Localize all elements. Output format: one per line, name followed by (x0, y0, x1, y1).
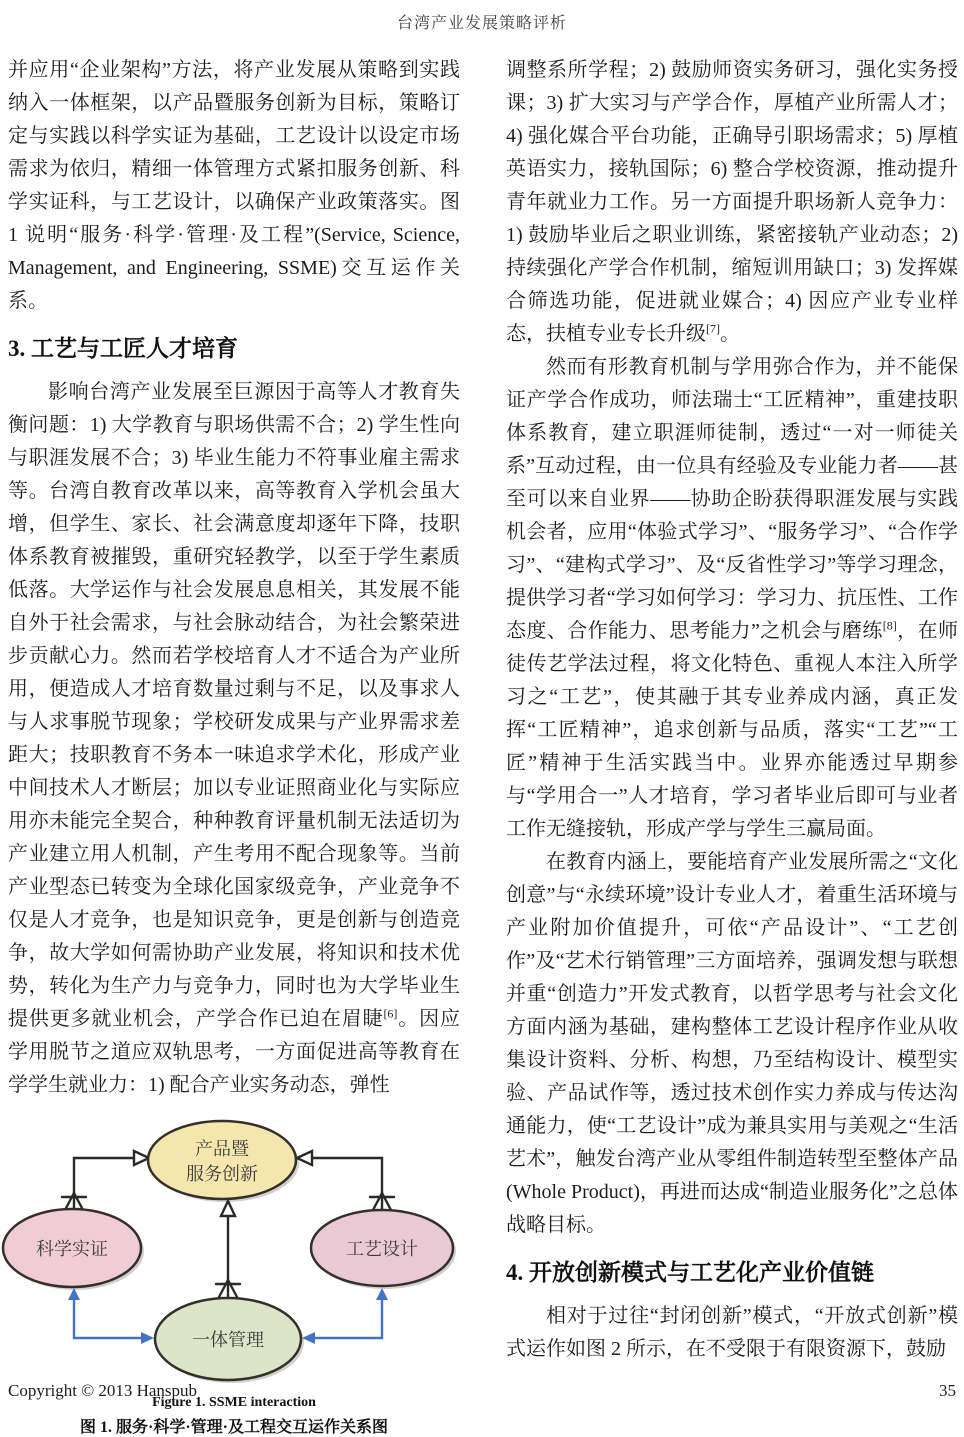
connector-craft-to-innovation (312, 1158, 382, 1210)
figure-1-caption (8, 1395, 460, 1437)
label-integrated-management: 一体管理 (192, 1330, 264, 1350)
blue-arrowhead-icon (141, 1332, 154, 1344)
blue-arrowhead-icon (376, 1288, 388, 1300)
section-4-heading: 4. 开放创新模式与工艺化产业价值链 (506, 1260, 874, 1285)
paragraph-education-imbalance: 影响台湾产业发展至巨源因于高等人才教育失衡问题：1) 大学教育与职场供需不合；2) 学生性向与职涯发展不合；3) 毕业生能力不符事业雇主需求等。台湾自教育改革以来，高等教育入学机会虽大增，但学生、家长、社会满意度却逐年下降，技职体系教育被摧毁，重研究轻教学，以至于学生素质低落。大学运作与社会发展息息相关，其发展不能自外于社会需求，与社会脉动结合，为社会繁荣进步贡献心力。然而若学校培育人才不适合为产业所用，便造成人才培育数量过剩与不足，以及事求人与人求事脱节现象；学校研发成果与产业界需求差距大；技职教育不务本一味追求学术化，形成产业中间技术人才断层；加以专业证照商业化与实际应用亦未能完全契合，种种教育评量机制无法适切为产业建立用人机制，产生考用不配合现象等。当前产业型态已转变为全球化国家级竞争，产业竞争不仅是人才竞争，也是知识竞争，更是创新与创造竞争，故大学如何需协助产业发展，将知识和技术优势，转化为生产力与竞争力，同时也为大学毕业生提供更多就业机会，产学合作已迫在眉睫[6]。因应学用脱节之道应双轨思考，一方面促进高等教育在学学生就业力：1) 配合产业实务动态，弹性 (8, 381, 461, 1096)
open-arrowhead-icon (297, 1151, 312, 1165)
paragraph-education-content: 在教育内涵上，要能培育产业发展所需之“文化创意”与“永续环境”设计专业人才，着重生活环境与产业附加价值提升，可依“产品设计”、“工艺创作”及“艺术行销管理”三方面培养，强调发想与联想并重“创造力”开发式教育，以哲学思考与社会文化方面内涵为基础，建构整体工艺设计程序作业从收集设计资料、分析、构想，乃至结构设计、模型实验、产品试作等，透过技术创作实力养成与传达沟通能力，使“工艺设计”成为兼具实用与美观之“生活艺术”，触发台湾产业从零组件制造转型至整体产品(Whole Product)，再进而达成“制造业服务化”之总体战略目标。 (506, 851, 958, 1236)
figure-caption-zh: 图 1. 服务·科学·管理·及工程交互运作关系图 (79, 1419, 388, 1436)
right-column (506, 54, 958, 1437)
paragraph-craftsman-spirit: 然而有形教育机制与学用弥合作为，并不能保证产学合作成功，师法瑞士“工匠精神”，重建技职体系教育，建立职涯师徒制，透过“一对一师徒关系”互动过程，由一位具有经验及专业能力者——甚至可以来自业界——协助企盼获得职涯发展与实践机会者，应用“体验式学习”、“服务学习”、“合作学习”、“建构式学习”、及“反省性学习”等学习理念，提供学习者“学习如何学习：学习力、抗压性、工作态度、合作能力、思考能力”之机会与磨练[8]，在师徒传艺学法过程，将文化特色、重视人本注入所学习之“工艺”，使其融于其专业养成内涵，真正发挥“工匠精神”，追求创新与品质，落实“工艺”“工匠”精神于生活实践当中。业界亦能透过早期参与“学用合一”人才培育，学习者毕业后即可与业者工作无缝接轨，形成产学与学生三赢局面。 (506, 356, 958, 840)
section-3-heading: 3. 工艺与工匠人才培育 (8, 336, 238, 361)
label-product-service-line2: 服务创新 (186, 1164, 258, 1184)
paragraph-open-innovation: 相对于过往“封闭创新”模式，“开放式创新”模式运作如图 2 所示，在不受限于有限资源下，鼓励 (506, 1305, 958, 1360)
left-column (8, 54, 460, 1437)
running-head-title: 台湾产业发展策略评析 (396, 15, 567, 32)
label-scientific-evidence: 科学实证 (36, 1239, 108, 1259)
connector-science-to-innovation (74, 1158, 134, 1210)
copyright-text: Copyright © 2013 Hanspub (8, 1381, 198, 1400)
page-number: 35 (939, 1381, 956, 1400)
node-product-service-innovation (148, 1121, 296, 1199)
figure-caption-en: Figure 1. SSME interaction (152, 1395, 316, 1410)
page-footer (8, 1381, 956, 1401)
two-column-content (0, 54, 964, 1437)
paragraph-intro: 并应用“企业架构”方法，将产业发展从策略到实践纳入一体框架，以产品暨服务创新为目标，策略订定与实践以科学实证为基础，工艺设计以设定市场需求为依归，精细一体管理方式紧扣服务创新、科学实证科，与工艺设计，以确保产业政策落实。图 1 说明“服务·科学·管理·及工程”(Service, Science, Management, and Engineering, SSME)交互运作关系。 (8, 59, 460, 312)
paragraph-curriculum-list: 调整系所学程；2) 鼓励师资实务研习，强化实务授课；3) 扩大实习与产学合作，厚植产业所需人才；4) 强化媒合平台功能，正确导引职场需求；5) 厚植英语实力，接轨国际；6) 整合学校资源，推动提升青年就业力工作。另一方面提升职场新人竞争力：1) 鼓励毕业后之职业训练，紧密接轨产业动态；2) 持续强化产学合作机制，缩短训用缺口；3) 发挥媒合筛选功能，促进就业媒合；4) 因应产业专业样态，扶植专业专长升级[7]。 (506, 59, 958, 345)
open-arrowhead-icon (221, 1201, 235, 1216)
label-product-service-line1: 产品暨 (195, 1139, 249, 1159)
open-arrowhead-icon (134, 1151, 149, 1165)
label-craft-design: 工艺设计 (346, 1239, 418, 1259)
ssme-diagram (8, 1110, 460, 1382)
connector-management-craft (314, 1298, 382, 1338)
connector-management-science (74, 1298, 142, 1338)
